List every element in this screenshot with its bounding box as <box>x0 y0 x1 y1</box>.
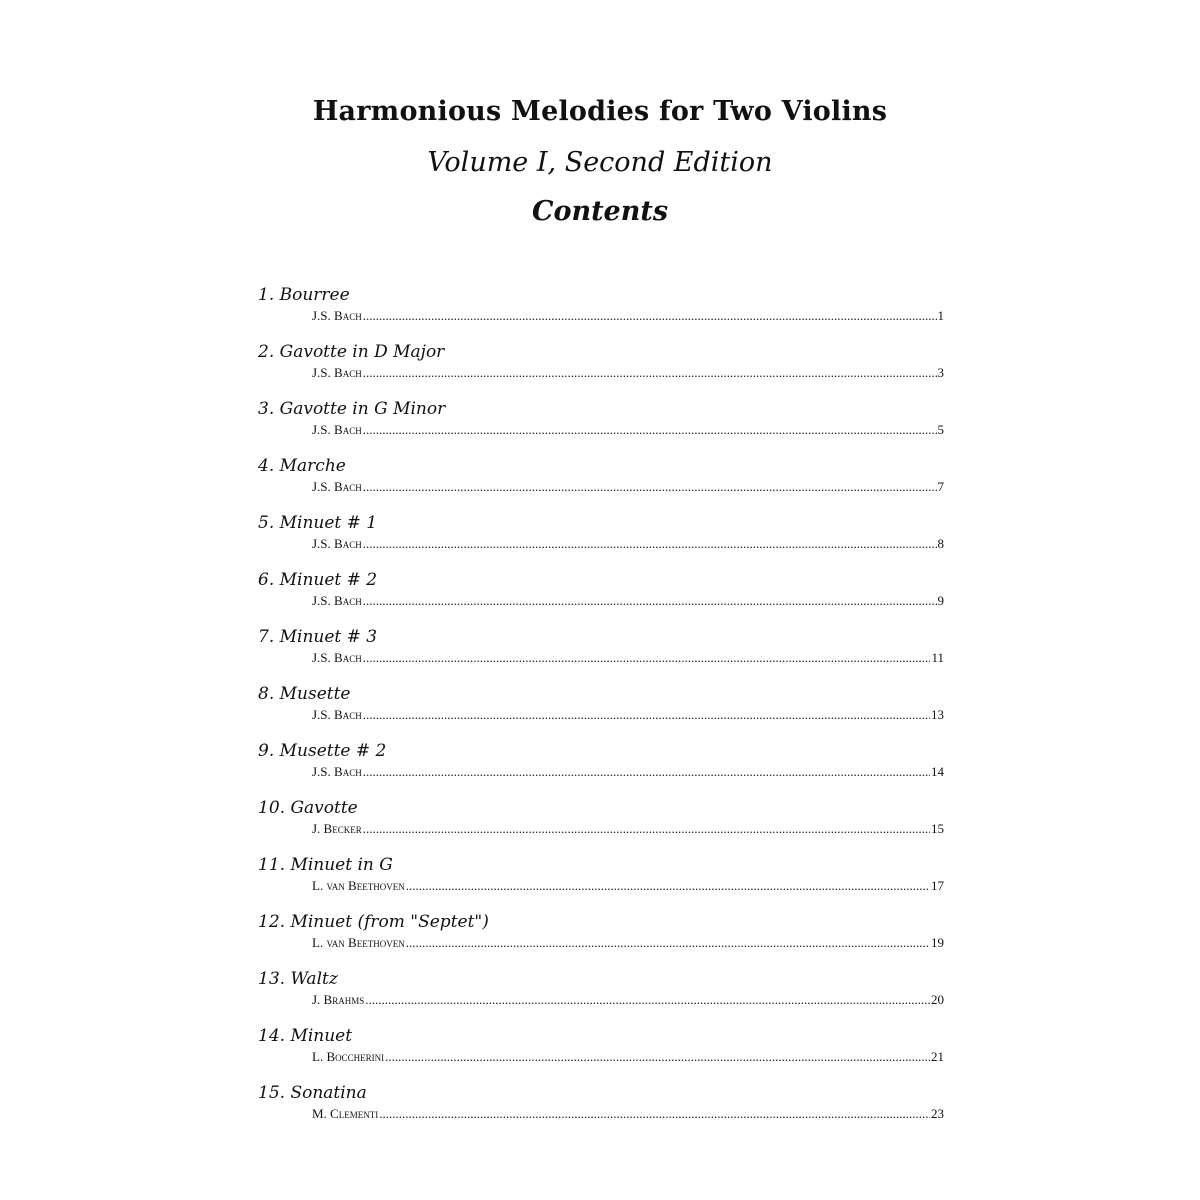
toc-entry-page-number: 15 <box>931 821 944 836</box>
dot-leader <box>363 364 937 382</box>
toc-entry[interactable] <box>258 341 944 398</box>
toc-entry-composer: J.S. Bach <box>312 422 362 437</box>
toc-entry-title: 1. Bourree <box>258 285 350 305</box>
toc-entry-line <box>312 763 944 781</box>
toc-entry-title: 4. Marche <box>258 456 346 476</box>
toc-entry-composer: J.S. Bach <box>312 707 362 722</box>
toc-entry[interactable] <box>258 854 944 911</box>
toc-entry-title: 15. Sonatina <box>258 1083 367 1103</box>
toc-entry[interactable] <box>258 911 944 968</box>
toc-entry-title: 12. Minuet (from "Septet") <box>258 912 489 932</box>
toc-entry-composer: J. Becker <box>312 821 362 836</box>
dot-leader <box>385 1048 930 1066</box>
toc-entry-page-number: 3 <box>937 365 944 380</box>
toc-entry-line <box>312 877 944 895</box>
toc-entry-composer: J.S. Bach <box>312 479 362 494</box>
toc-entry-line <box>312 820 944 838</box>
toc-entry[interactable] <box>258 1025 944 1082</box>
toc-entry-line <box>312 1105 944 1123</box>
dot-leader <box>363 421 937 439</box>
toc-entry-line <box>312 307 944 325</box>
toc-entry-composer: J.S. Bach <box>312 365 362 380</box>
toc-entry-title: 6. Minuet # 2 <box>258 570 378 590</box>
toc-entry-page-number: 9 <box>937 593 944 608</box>
toc-entry-title: 10. Gavotte <box>258 798 358 818</box>
toc-entry-composer: L. Boccherini <box>312 1049 385 1064</box>
toc-entry-title: 3. Gavotte in G Minor <box>258 399 446 419</box>
toc-entry-line <box>312 706 944 724</box>
toc-entry-page-number: 20 <box>931 992 944 1007</box>
table-of-contents <box>258 284 944 1139</box>
toc-entry[interactable] <box>258 797 944 854</box>
toc-entry-line <box>312 1048 944 1066</box>
toc-entry[interactable] <box>258 740 944 797</box>
toc-entry-composer: L. van Beethoven <box>312 935 405 950</box>
toc-entry-page-number: 14 <box>931 764 944 779</box>
toc-entry-page-number: 21 <box>931 1049 944 1064</box>
toc-entry-composer: M. Clementi <box>312 1106 379 1121</box>
toc-entry-line <box>312 991 944 1009</box>
toc-entry-line <box>312 535 944 553</box>
toc-entry-line <box>312 592 944 610</box>
toc-entry-page-number: 17 <box>931 878 944 893</box>
dot-leader <box>363 307 937 325</box>
dot-leader <box>406 934 930 952</box>
toc-entry[interactable] <box>258 1082 944 1139</box>
toc-entry-title: 11. Minuet in G <box>258 855 393 875</box>
toc-entry-title: 8. Musette <box>258 684 351 704</box>
toc-entry-title: 7. Minuet # 3 <box>258 627 378 647</box>
contents-heading: Contents <box>531 196 669 227</box>
toc-entry-page-number: 13 <box>931 707 944 722</box>
toc-entry-page-number: 19 <box>931 935 944 950</box>
dot-leader <box>406 877 930 895</box>
toc-entry-title: 9. Musette # 2 <box>258 741 387 761</box>
toc-entry[interactable] <box>258 683 944 740</box>
toc-entry[interactable] <box>258 512 944 569</box>
toc-entry-line <box>312 649 944 667</box>
toc-entry-composer: J.S. Bach <box>312 764 362 779</box>
toc-entry[interactable] <box>258 455 944 512</box>
dot-leader <box>363 763 930 781</box>
toc-entry[interactable] <box>258 626 944 683</box>
dot-leader <box>379 1105 930 1123</box>
dot-leader <box>363 649 931 667</box>
dot-leader <box>363 478 937 496</box>
toc-entry-composer: J.S. Bach <box>312 650 362 665</box>
toc-entry-page-number: 23 <box>931 1106 944 1121</box>
toc-entry-page-number: 5 <box>937 422 944 437</box>
toc-entry[interactable] <box>258 968 944 1025</box>
toc-entry-line <box>312 421 944 439</box>
toc-entry-title: 2. Gavotte in D Major <box>258 342 445 362</box>
toc-entry-page-number: 7 <box>937 479 944 494</box>
toc-entry-composer: J.S. Bach <box>312 593 362 608</box>
toc-entry[interactable] <box>258 398 944 455</box>
toc-entry[interactable] <box>258 284 944 341</box>
toc-entry-title: 14. Minuet <box>258 1026 353 1046</box>
dot-leader <box>363 535 937 553</box>
toc-entry-line <box>312 364 944 382</box>
dot-leader <box>363 820 930 838</box>
toc-entry-title: 13. Waltz <box>258 969 338 989</box>
toc-entry-composer: J.S. Bach <box>312 536 362 551</box>
toc-entry-page-number: 8 <box>937 536 944 551</box>
toc-entry-page-number: 11 <box>931 650 944 665</box>
toc-entry-title: 5. Minuet # 1 <box>258 513 378 533</box>
toc-entry-line <box>312 934 944 952</box>
toc-entry-composer: J. Brahms <box>312 992 365 1007</box>
dot-leader <box>363 706 930 724</box>
toc-entry-page-number: 1 <box>937 308 944 323</box>
page-title: Harmonious Melodies for Two Violins <box>312 96 888 127</box>
toc-entry-line <box>312 478 944 496</box>
toc-entry-composer: J.S. Bach <box>312 308 362 323</box>
page-subtitle: Volume I, Second Edition <box>427 147 773 178</box>
toc-entry-composer: L. van Beethoven <box>312 878 405 893</box>
toc-entry[interactable] <box>258 569 944 626</box>
dot-leader <box>365 991 930 1009</box>
dot-leader <box>363 592 937 610</box>
